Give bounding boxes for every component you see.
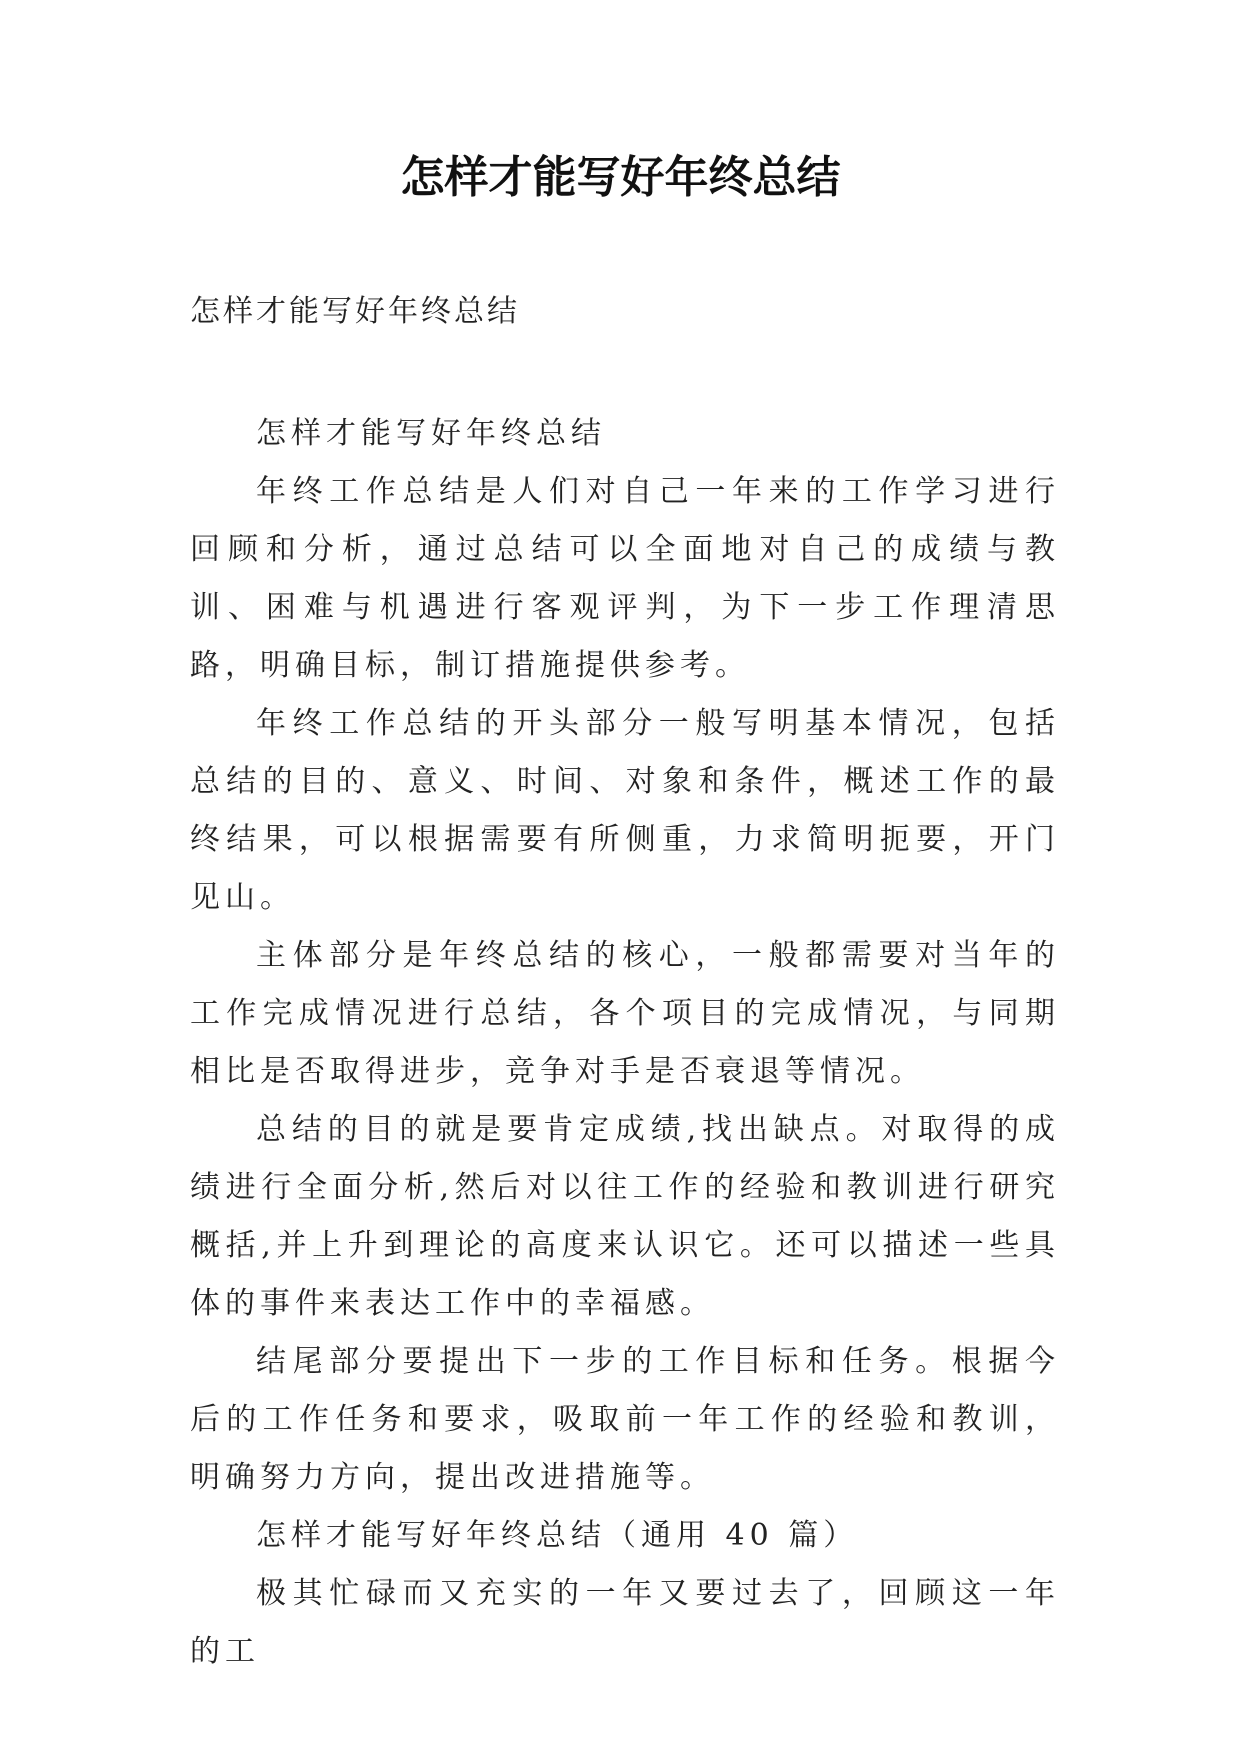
paragraph-purpose: 总结的目的就是要肯定成绩,找出缺点。对取得的成绩进行全面分析,然后对以往工作的经验和教训进行研究概括,并上升到理论的高度来认识它。还可以描述一些具体的事件来表达工作中的幸福感。 xyxy=(190,1112,1060,1321)
document-title: 怎样才能写好年终总结 xyxy=(400,152,841,203)
paragraph-intro: 年终工作总结是人们对自己一年来的工作学习进行回顾和分析，通过总结可以全面地对自己的成绩与教训、困难与机遇进行客观评判，为下一步工作理清思路，明确目标，制订措施提供参考。 xyxy=(190,474,1060,683)
paragraph-main-body: 主体部分是年终总结的核心，一般都需要对当年的工作完成情况进行总结，各个项目的完成情况，与同期相比是否取得进步，竞争对手是否衰退等情况。 xyxy=(190,938,1060,1089)
document-subtitle: 怎样才能写好年终总结 xyxy=(190,294,520,329)
paragraph-continued: 极其忙碌而又充实的一年又要过去了，回顾这一年的工 xyxy=(190,1576,1060,1669)
document-body xyxy=(190,405,1060,1681)
paragraph-ending: 结尾部分要提出下一步的工作目标和任务。根据今后的工作任务和要求，吸取前一年工作的经验和教训，明确努力方向，提出改进措施等。 xyxy=(190,1344,1060,1495)
paragraph-section-heading: 怎样才能写好年终总结（通用 40 篇） xyxy=(256,1518,859,1553)
paragraph-heading: 怎样才能写好年终总结 xyxy=(256,416,606,451)
paragraph-opening: 年终工作总结的开头部分一般写明基本情况，包括总结的目的、意义、时间、对象和条件，概述工作的最终结果，可以根据需要有所侧重，力求简明扼要，开门见山。 xyxy=(190,706,1060,915)
